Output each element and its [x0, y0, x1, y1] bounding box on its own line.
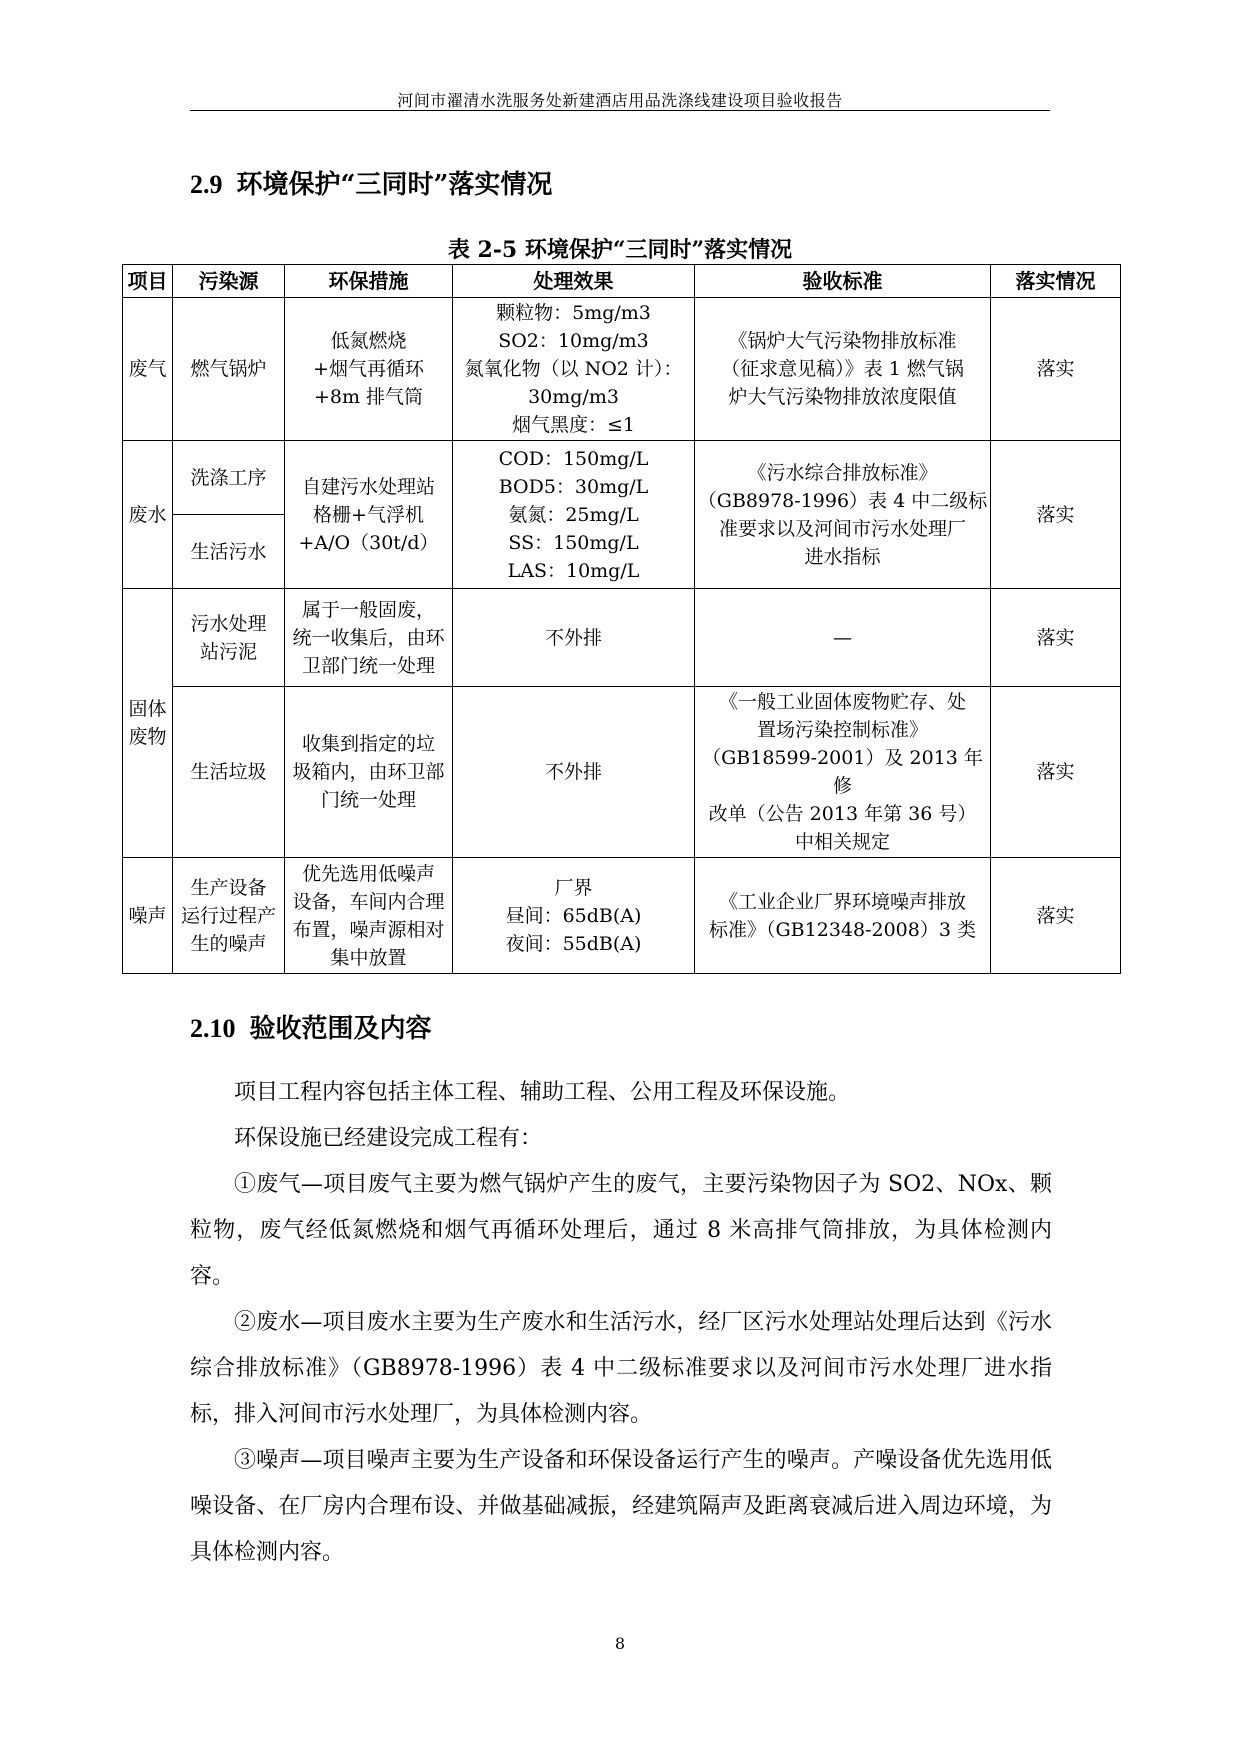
header-cell: 落实情况 — [991, 265, 1121, 298]
paragraph: ②废水—项目废水主要为生产废水和生活污水，经厂区污水处理站处理后达到《污水综合排放标准》（GB8978-1996）表 4 中二级标准要求以及河间市污水处理厂进水指标，排入河间市污水处理厂，为具体检测内容。 — [190, 1310, 1052, 1427]
measure-cell: 属于一般固废， 统一收集后，由环 卫部门统一处理 — [285, 589, 453, 687]
measure-cell: 优先选用低噪声 设备，车间内合理 布置，噪声源相对 集中放置 — [285, 858, 453, 974]
table-row — [123, 589, 1121, 687]
standard-cell: 《锅炉大气污染物排放标准 （征求意见稿）》表 1 燃气锅 炉大气污染物排放浓度限值 — [695, 298, 991, 441]
header-cell: 项目 — [123, 265, 173, 298]
standard-cell: — — [695, 589, 991, 687]
effect-cell: 颗粒物：5mg/m3 SO2：10mg/m3 氮氧化物（以 NO2 计）： 30mg/m3 烟气黑度：≤1 — [453, 298, 695, 441]
effect-cell: 不外排 — [453, 687, 695, 858]
section-heading-2-9 — [190, 164, 552, 201]
category-cell: 噪声 — [123, 858, 173, 974]
status-cell: 落实 — [991, 687, 1121, 858]
table-caption: 表 2-5 环境保护“三同时”落实情况 — [447, 237, 793, 263]
source-cell: 洗涤工序 — [173, 441, 285, 515]
source-cell: 生活污水 — [173, 515, 285, 589]
section-number: 2.10 — [190, 1014, 236, 1043]
measure-cell: 自建污水处理站 格栅+气浮机 +A/O（30t/d） — [285, 441, 453, 589]
source-cell: 燃气锅炉 — [173, 298, 285, 441]
status-cell: 落实 — [991, 858, 1121, 974]
status-cell: 落实 — [991, 441, 1121, 589]
category-cell: 固体 废物 — [123, 589, 173, 858]
table-header-row — [123, 265, 1121, 298]
compliance-table — [122, 264, 1121, 974]
source-cell: 生产设备 运行过程产 生的噪声 — [173, 858, 285, 974]
source-cell: 生活垃圾 — [173, 687, 285, 858]
table-row — [123, 298, 1121, 441]
header-rule — [190, 110, 1050, 111]
paragraph: 项目工程内容包括主体工程、辅助工程、公用工程及环保设施。 — [234, 1080, 851, 1105]
section-heading-2-10 — [190, 1008, 432, 1045]
body-text — [190, 1070, 1052, 1576]
table-row — [123, 687, 1121, 858]
table-row — [123, 858, 1121, 974]
section-title: 验收范围及内容 — [249, 1014, 432, 1044]
effect-cell: COD：150mg/L BOD5：30mg/L 氨氮：25mg/L SS：150mg/L LAS：10mg/L — [453, 441, 695, 589]
paragraph: ③噪声—项目噪声主要为生产设备和环保设备运行产生的噪声。产噪设备优先选用低噪设备、在厂房内合理布设、并做基础减振，经建筑隔声及距离衰减后进入周边环境，为具体检测内容。 — [190, 1448, 1052, 1565]
page-number: 8 — [614, 1634, 626, 1653]
header-cell: 处理效果 — [453, 265, 695, 298]
effect-cell: 不外排 — [453, 589, 695, 687]
status-cell: 落实 — [991, 589, 1121, 687]
header-cell: 验收标准 — [695, 265, 991, 298]
status-cell: 落实 — [991, 298, 1121, 441]
header-cell: 污染源 — [173, 265, 285, 298]
effect-cell: 厂界 昼间：65dB(A) 夜间：55dB(A) — [453, 858, 695, 974]
standard-cell: 《一般工业固体废物贮存、处 置场污染控制标准》 （GB18599-2001）及 2013 年修 改单（公告 2013 年第 36 号） 中相关规定 — [695, 687, 991, 858]
standard-cell: 《工业企业厂界环境噪声排放 标准》（GB12348-2008）3 类 — [695, 858, 991, 974]
source-cell: 污水处理 站污泥 — [173, 589, 285, 687]
category-cell: 废气 — [123, 298, 173, 441]
section-title: 环境保护“三同时”落实情况 — [236, 170, 553, 200]
paragraph: ①废气—项目废气主要为燃气锅炉产生的废气，主要污染物因子为 SO2、NOx、颗粒物，废气经低氮燃烧和烟气再循环处理后，通过 8 米高排气筒排放，为具体检测内容。 — [190, 1172, 1052, 1289]
section-number: 2.9 — [190, 170, 223, 199]
measure-cell: 收集到指定的垃 圾箱内，由环卫部 门统一处理 — [285, 687, 453, 858]
category-cell: 废水 — [123, 441, 173, 589]
table-row — [123, 441, 1121, 515]
standard-cell: 《污水综合排放标准》 （GB8978-1996）表 4 中二级标 准要求以及河间市污水处理厂 进水指标 — [695, 441, 991, 589]
header-cell: 环保措施 — [285, 265, 453, 298]
measure-cell: 低氮燃烧 +烟气再循环 +8m 排气筒 — [285, 298, 453, 441]
page-header: 河间市濯清水洗服务处新建酒店用品洗涤线建设项目验收报告 — [397, 91, 843, 110]
paragraph: 环保设施已经建设完成工程有： — [234, 1126, 543, 1151]
